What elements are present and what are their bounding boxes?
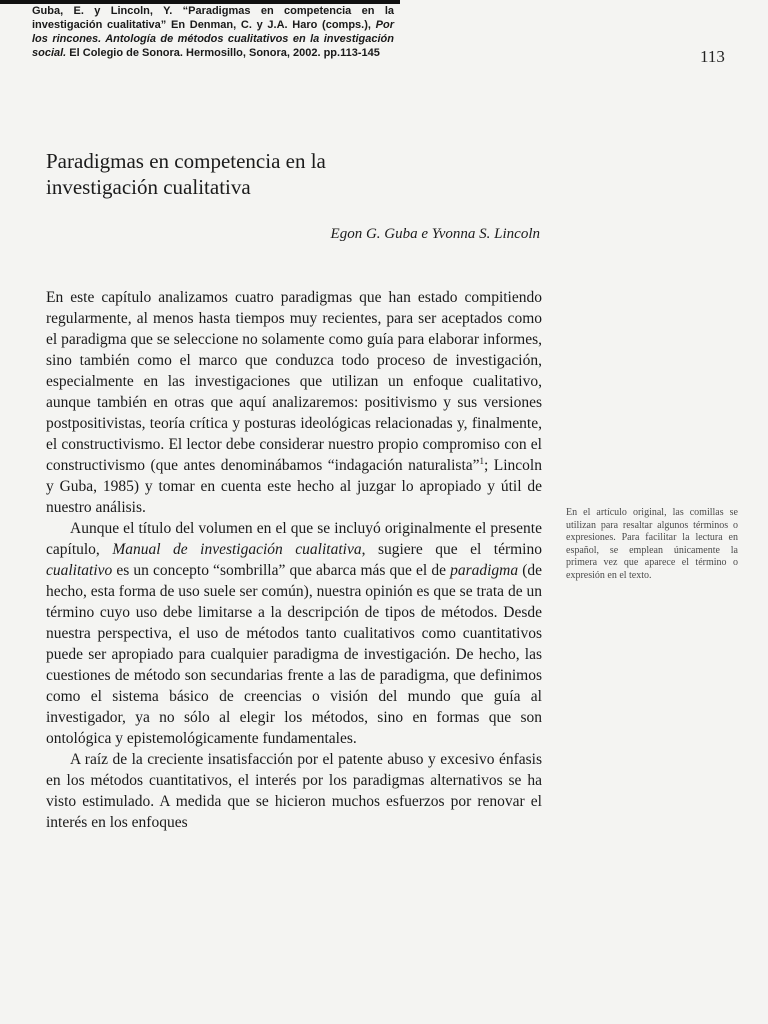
paragraph-2 [46,518,542,749]
chapter-title-line-2: investigación cualitativa [46,175,251,199]
body-text [46,287,542,833]
paragraph-2-text-c: es un concepto “sombrilla” que abarca más que el de [112,562,451,579]
footnote-reference: 1 [479,455,485,466]
citation-book-title: Por los rincones. Antología de métodos cualitativos en la investigación social. [32,19,394,59]
paragraph-3 [46,749,542,833]
chapter-title [46,148,466,200]
term-cualitativo: cualitativo [46,562,113,579]
chapter-title-line-1: Paradigmas en competencia en la [46,149,326,173]
page-number: 113 [700,47,725,66]
citation-publisher: El Colegio de Sonora. Hermosillo, Sonora, 2002. pp.113-145 [66,47,380,59]
book-title-mention: Manual de investigación cualitativa [112,541,362,558]
citation-text: Guba, E. y Lincoln, Y. “Paradigmas en competencia en la investigación cualitativa” En Denman, C. y J.A. Haro (comps.), [32,5,394,31]
paragraph-1-text: En este capítulo analizamos cuatro paradigmas que han estado compitiendo regularmente, al menos hasta tiempos muy recientes, para ser aceptados como el paradigma que se seleccione no solamente como guía para elaborar informes, sino también como el marco que conduzca todo proceso de investigación, especialmente en las investigaciones que utilizan un enfoque cualitativo, aunque también en otras que aquí analizaremos: positivismo y sus versiones postpositivistas, teoría crítica y posturas ideológicas relacionadas y, finalmente, el constructivismo. El lector debe considerar nuestro propio compromiso con el constructivismo (que antes denominábamos “indagación naturalista” [46,289,542,474]
paragraph-2-text: Aunque el título del volumen en el que se incluyó originalmente el presente capítulo, [46,520,542,558]
paragraph-2-text-d: (de hecho, esta forma de uso suele ser común), nuestra opinión es que se trata de un término cuyo uso debe limitarse a la descripción de tipos de métodos. Desde nuestra perspectiva, el uso de métodos tanto cualitativos como cuantitativos puede ser apropiado para cualquier paradigma de investigación. De hecho, las cuestiones de método son secundarias frente a las de paradigma, que definimos como el sistema básico de creencias o visión del mundo que guía al investigador, ya no sólo al elegir los métodos, sino en formas que son ontológica y epistemológicamente fundamentales. [46,562,543,747]
paragraph-1 [46,287,542,518]
paragraph-1-text-end: ; Lincoln y Guba, 1985) y tomar en cuenta este hecho al juzgar lo apropiado y útil de nuestro análisis. [46,457,542,516]
term-paradigma: paradigma [450,562,519,579]
bibliographic-citation [32,4,394,60]
paragraph-3-text: A raíz de la creciente insatisfacción por el patente abuso y excesivo énfasis en los métodos cuantitativos, el interés por los paradigmas alternativos se ha visto estimulado. A medida que se hicieron muchos esfuerzos por renovar el interés en los enfoques [46,751,542,831]
margin-note: En el artículo original, las comillas se utilizan para resaltar algunos términos o expresiones. Para facilitar la lectura en español, se emplean únicamente la primera vez que aparece el término o expresión en el texto. [566,507,738,581]
chapter-authors: Egon G. Guba e Yvonna S. Lincoln [330,226,540,242]
paragraph-2-text-b: , sugiere que el término [361,541,542,558]
